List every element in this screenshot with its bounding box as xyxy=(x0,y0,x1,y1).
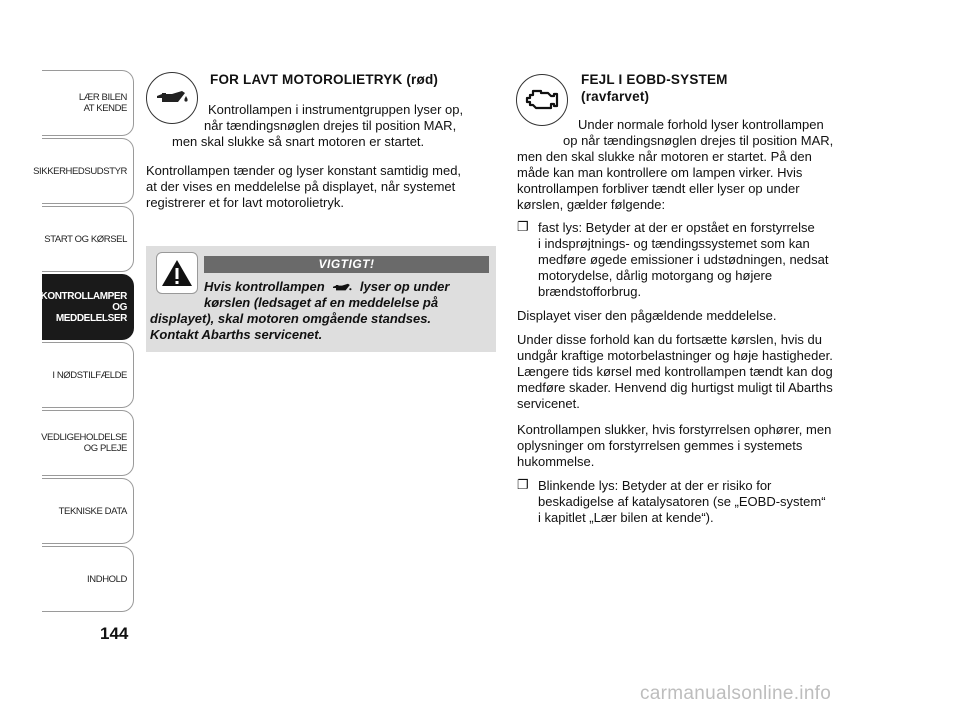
tab-label: LÆR BILEN AT KENDE xyxy=(78,92,127,114)
tab-label: KONTROLLAMPER OG MEDDELELSER xyxy=(40,290,127,324)
watermark: carmanualsonline.info xyxy=(640,683,832,704)
tab-label: START OG KØRSEL xyxy=(44,233,127,245)
section-subtitle-eobd: (ravfarvet) xyxy=(581,89,650,104)
text-line: kontrollampen forbliver tændt eller lyser op under xyxy=(517,181,800,196)
warning-line-2: kørslen (ledsaget af en meddelelse på xyxy=(204,295,439,310)
tab-label: TEKNISKE DATA xyxy=(58,505,127,517)
warning-line-4: Kontakt Abarths servicenet. xyxy=(150,327,323,342)
text-line: at der vises en meddelelse på displayet, når systemet xyxy=(146,179,456,194)
text-line: op når tændingsnøglen drejes til position MAR, xyxy=(563,133,834,148)
text-line: Under disse forhold kan du fortsætte kørslen, hvis du xyxy=(517,332,822,347)
warning-text: Hvis kontrollampen xyxy=(204,279,325,294)
oil-pressure-icon xyxy=(330,282,354,294)
text-line: men skal slukke så snart motoren er startet. xyxy=(172,134,425,149)
text-line: men den skal slukke når motoren er startet. På den xyxy=(517,149,812,164)
text-line: medføre skader. Henvend dig hurtigst muligt til Abarths xyxy=(517,380,833,395)
tab-kontrollamper[interactable] xyxy=(42,274,134,340)
text-line: Længere tids kørsel med kontrollampen tændt kan dog xyxy=(517,364,833,379)
chapter-sidebar xyxy=(33,70,134,614)
tab-label: VEDLIGEHOLDELSE OG PLEJE xyxy=(41,432,127,454)
text-line: Kontrollampen i instrumentgruppen lyser op, xyxy=(208,102,464,117)
text-line: Kontrollampen tænder og lyser konstant samtidig med, xyxy=(146,163,462,178)
page-number: 144 xyxy=(100,624,129,643)
text-line: registrerer et for lavt motorolietryk. xyxy=(146,195,344,210)
text-line: fast lys: Betyder at der er opstået en forstyrrelse xyxy=(538,220,815,235)
text-line: brændstofforbrug. xyxy=(538,284,642,299)
text-line: kørslen, gælder følgende: xyxy=(517,197,666,212)
text-line: motorydelse, dårlig motorgang og højere xyxy=(538,268,773,283)
tab-i-nodstilfaelde[interactable] xyxy=(42,342,134,408)
tab-vedligeholdelse[interactable] xyxy=(42,410,134,476)
text-line: når tændingsnøglen drejes til position MAR, xyxy=(204,118,457,133)
section-title-eobd: FEJL I EOBD-SYSTEM xyxy=(581,72,728,87)
engine-check-icon xyxy=(516,74,568,126)
tab-start-og-korsel[interactable] xyxy=(42,206,134,272)
text-line: beskadigelse af katalysatoren (se „EOBD-system“ xyxy=(538,494,826,509)
text-line: måde kan man kontrollere om lampen virker. Hvis xyxy=(517,165,803,180)
text-line: Under normale forhold lyser kontrollampen xyxy=(578,117,824,132)
text-line: medføre øgede emissioner i udstødningen, nedsat xyxy=(538,252,829,267)
text-line: undgår kraftige motorbelastninger og høje hastigheder. xyxy=(517,348,833,363)
warning-line-1 xyxy=(204,279,449,295)
tab-laer-bilen[interactable] xyxy=(42,70,134,136)
text-line: servicenet. xyxy=(517,396,580,411)
warning-text: lyser op under xyxy=(359,279,450,294)
text-line: Kontrollampen slukker, hvis forstyrrelsen ophører, men xyxy=(517,422,832,437)
tab-indhold[interactable] xyxy=(42,546,134,612)
bullet-icon: ❐ xyxy=(517,477,529,492)
tab-label: SIKKERHEDSUDSTYR xyxy=(33,165,127,177)
warning-triangle-icon xyxy=(156,252,198,294)
text-line: hukommelse. xyxy=(517,454,595,469)
warning-header: VIGTIGT! xyxy=(204,256,489,273)
text-line: Displayet viser den pågældende meddelelse. xyxy=(517,308,777,323)
text-line: oplysninger om forstyrrelsen gemmes i systemets xyxy=(517,438,803,453)
text-line: Blinkende lys: Betyder at der er risiko for xyxy=(538,478,772,493)
tab-sikkerhedsudstyr[interactable] xyxy=(33,138,134,204)
text-line: i kapitlet „Lær bilen at kende“). xyxy=(538,510,714,525)
bullet-icon: ❐ xyxy=(517,219,529,234)
text-line: i indsprøjtnings- og tændingssystemet som kan xyxy=(538,236,810,251)
tab-label: I NØDSTILFÆLDE xyxy=(52,369,127,381)
section-title-oil: FOR LAVT MOTOROLIETRYK (rød) xyxy=(210,72,439,87)
tab-label: INDHOLD xyxy=(87,573,127,585)
oil-pressure-icon xyxy=(146,72,198,124)
tab-tekniske-data[interactable] xyxy=(42,478,134,544)
warning-line-3: displayet), skal motoren omgående standses. xyxy=(150,311,432,326)
